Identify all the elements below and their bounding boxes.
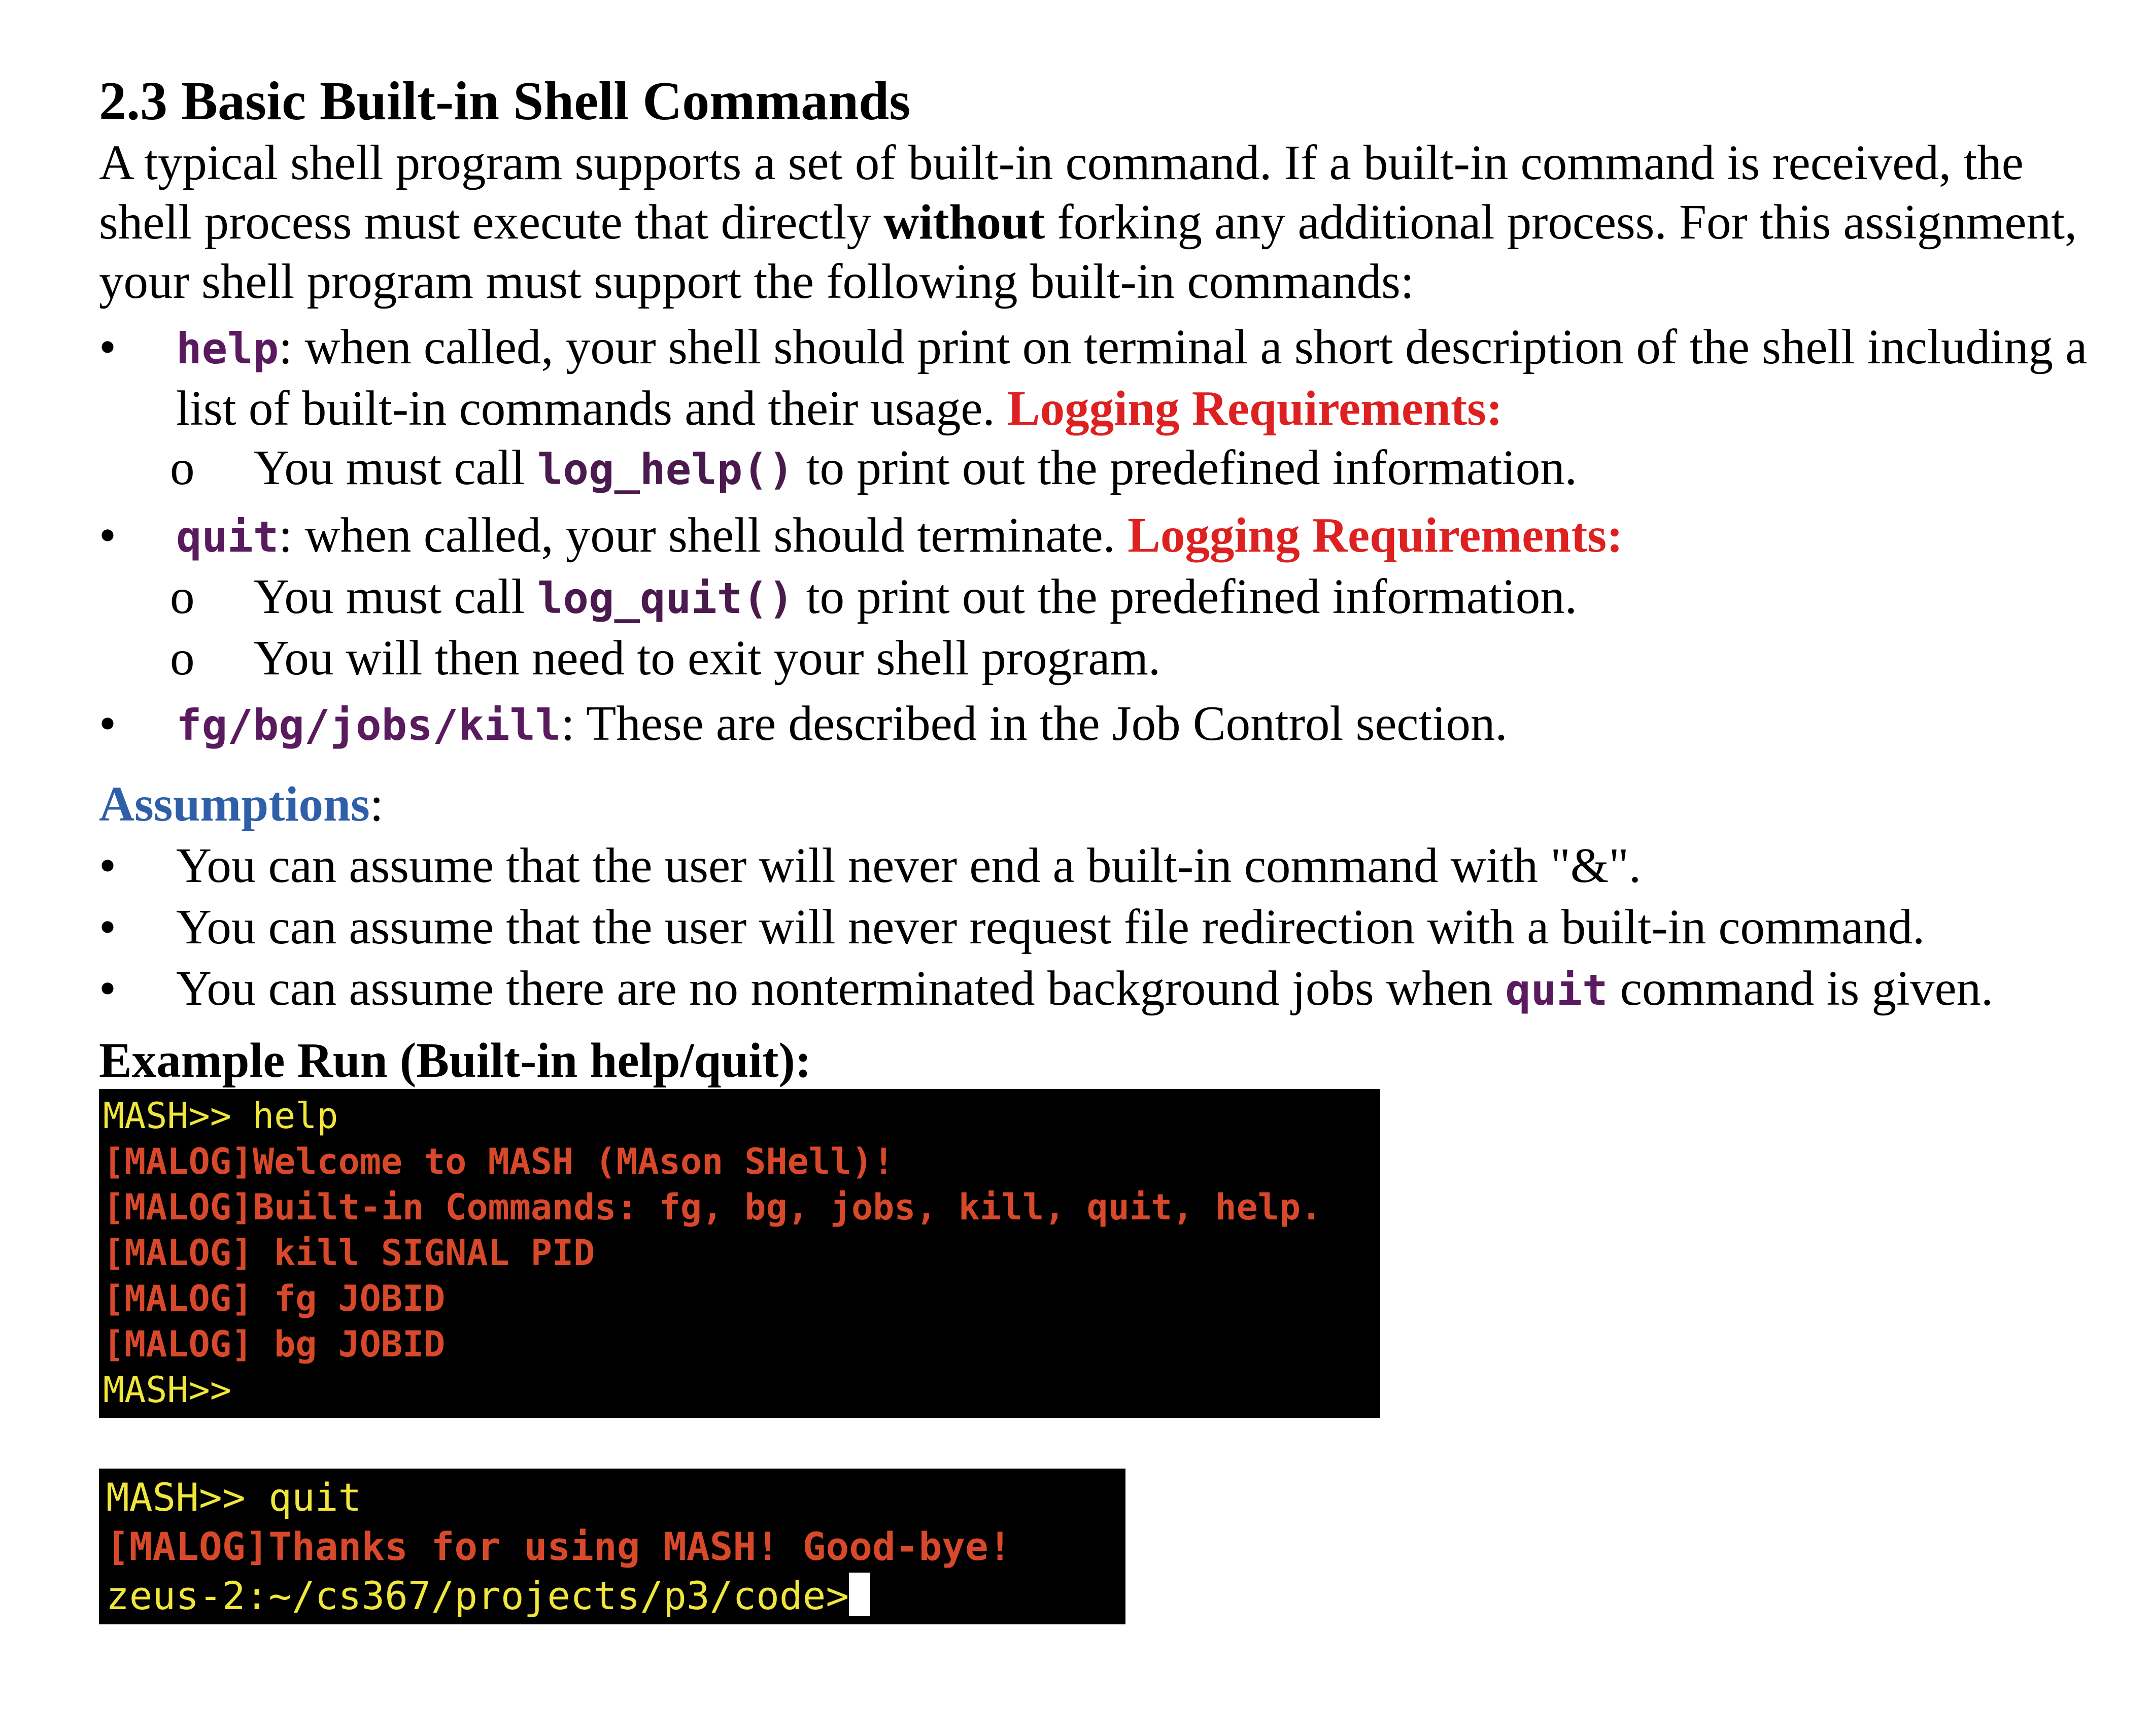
bullet-icon: • <box>99 696 116 751</box>
assumptions-heading-text: Assumptions <box>99 777 370 831</box>
quit-subitem-text: You must call <box>254 569 537 624</box>
assumption-text: You can assume that the user will never end a built-in command with "&". <box>176 838 1642 893</box>
bullet-icon: • <box>99 838 116 893</box>
terminal-help-example <box>99 1089 1380 1418</box>
assumption-text: You can assume there are no nonterminated background jobs when <box>176 961 1506 1015</box>
assumption-item <box>99 959 2103 1020</box>
assumption-text-end: command is given. <box>1608 961 1994 1015</box>
document-page <box>99 71 2103 1624</box>
help-sublist <box>170 438 2103 499</box>
command-quit-inline: quit <box>1505 965 1608 1015</box>
assumption-text: You can assume that the user will never request file redirection with a built-in command. <box>176 900 1925 954</box>
quit-subitem-text-end: to print out the predefined information. <box>794 569 1578 624</box>
quit-subitem-2 <box>99 628 2103 688</box>
bullet-icon: • <box>99 961 116 1015</box>
help-subitem-1 <box>99 438 2103 499</box>
terminal-log-line: [MALOG] kill SIGNAL PID <box>103 1232 595 1274</box>
function-log-help: log_help() <box>537 445 794 494</box>
list-item-jobcontrol <box>99 694 2103 755</box>
example-heading: Example Run (Built-in help/quit): <box>99 1033 812 1087</box>
help-subitem-text-end: to print out the predefined information. <box>794 440 1578 495</box>
terminal-log-line: [MALOG] fg JOBID <box>103 1278 446 1319</box>
assumptions-colon: : <box>369 777 384 831</box>
assumptions-heading <box>99 774 2103 834</box>
terminal-final-prompt: MASH>> <box>103 1369 231 1411</box>
command-fg-bg-jobs-kill: fg/bg/jobs/kill <box>176 700 561 750</box>
terminal-prompt-line: MASH>> quit <box>106 1475 362 1520</box>
quit-subitem-1 <box>99 567 2103 628</box>
jobcontrol-description: : These are described in the Job Control section. <box>561 696 1508 751</box>
bullet-icon: • <box>99 900 116 954</box>
intro-paragraph <box>99 133 2103 311</box>
command-quit: quit <box>176 512 279 562</box>
quit-description: : when called, your shell should terminate. <box>279 508 1128 562</box>
intro-text-2: forking any additional process. For this assignment, your shell program must support the following built-in commands: <box>99 195 2077 309</box>
command-help: help <box>176 324 279 373</box>
terminal-log-line: [MALOG]Thanks for using MASH! Good-bye! <box>106 1524 1012 1569</box>
quit-subitem-2-text: You will then need to exit your shell program. <box>254 631 1161 685</box>
bullet-icon: • <box>99 508 116 562</box>
sub-bullet-icon: o <box>170 631 195 685</box>
function-log-quit: log_quit() <box>537 573 794 623</box>
terminal-prompt-line: MASH>> help <box>103 1095 338 1137</box>
quit-sublist <box>170 567 2103 688</box>
assumption-item <box>99 897 2103 957</box>
terminal-log-line: [MALOG]Built-in Commands: fg, bg, jobs, kill, quit, help. <box>103 1186 1322 1228</box>
sub-bullet-icon: o <box>170 440 195 495</box>
terminal-shell-prompt: zeus-2:~/cs367/projects/p3/code> <box>106 1573 849 1618</box>
terminal-cursor <box>849 1573 870 1616</box>
intro-text-1: A typical shell program supports a set of built-in command. If a built-in command is received, the shell process must execute that directly <box>99 135 2024 249</box>
help-logging-requirements: Logging Requirements: <box>1007 381 1503 435</box>
builtin-command-list <box>99 317 2103 755</box>
terminal-quit-example <box>99 1469 1125 1624</box>
bullet-icon: • <box>99 320 116 374</box>
list-item-quit <box>99 505 2103 688</box>
help-description: : when called, your shell should print on terminal a short description of the shell including a list of built-in commands and their usage. <box>176 320 2088 435</box>
terminal-log-line: [MALOG] bg JOBID <box>103 1323 446 1365</box>
assumptions-list <box>99 836 2103 1020</box>
assumption-item <box>99 836 2103 895</box>
terminal-log-line: [MALOG]Welcome to MASH (MAson SHell)! <box>103 1141 895 1182</box>
sub-bullet-icon: o <box>170 569 195 624</box>
quit-logging-requirements: Logging Requirements: <box>1128 508 1623 562</box>
list-item-help <box>99 317 2103 499</box>
help-subitem-text: You must call <box>254 440 537 495</box>
section-title: 2.3 Basic Built-in Shell Commands <box>99 71 911 131</box>
terminal-shell-prompt-row <box>106 1571 1118 1620</box>
intro-bold-without: without <box>883 195 1045 249</box>
